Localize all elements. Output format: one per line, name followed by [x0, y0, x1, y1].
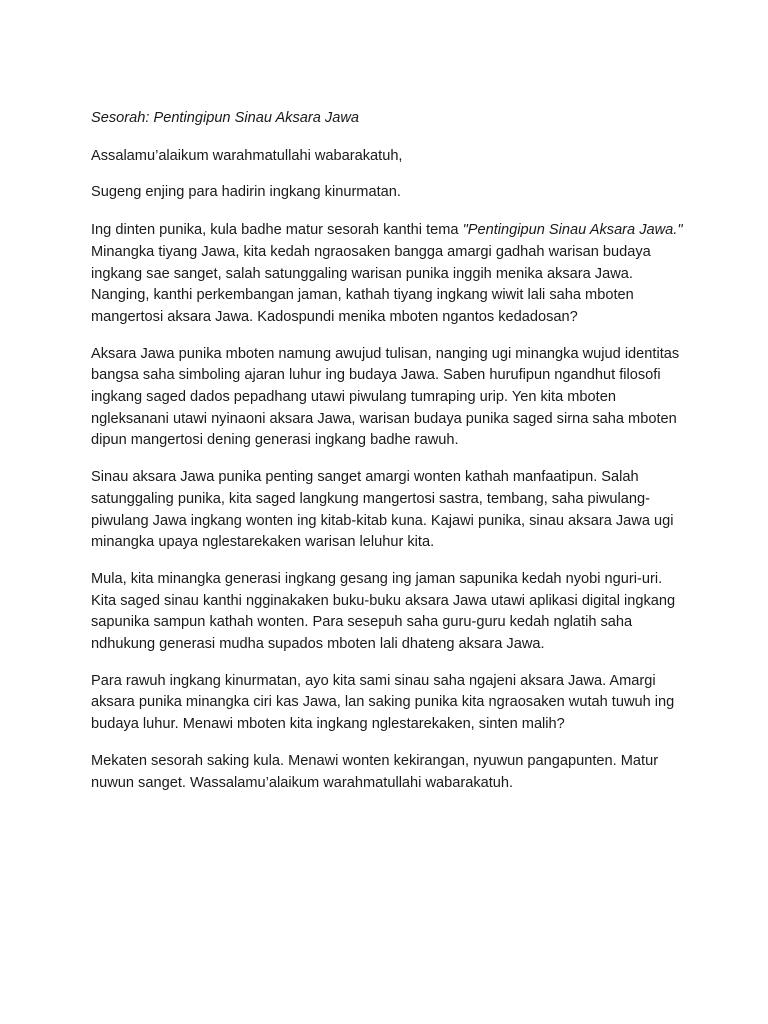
- preservation-paragraph: Mula, kita minangka generasi ingkang gesang ing jaman sapunika kedah nyobi nguri-uri. Kita saged sinau kanthi ngginakaken buku-buku aksara Jawa utawi aplikasi digital ingkang sapunika sampun kathah wonten. Para sesepuh saha guru-guru kedah nglatih saha ndhukung generasi mudha supados mboten lali dhateng aksara Jawa.: [91, 570, 676, 653]
- appeal-paragraph: Para rawuh ingkang kinurmatan, ayo kita sami sinau saha ngajeni aksara Jawa. Amargi aksara punika minangka ciri kas Jawa, lan saking punika kita ngraosaken wutah tuwuh ing budaya luhur. Menawi mboten kita ingkang nglestarekaken, sinten malih?: [91, 672, 675, 733]
- intro-body-text: Minangka tiyang Jawa, kita kedah ngraosaken bangga amargi gadhah warisan budaya ingkang sae sanget, salah satunggaling warisan punika inggih menika aksara Jawa. Nanging, kanthi perkembangan jaman, kathah tiyang ingkang wiwit lali saha mboten mangertosi aksara Jawa. Kadospundi menika mboten ngantos kedadosan?: [91, 243, 651, 325]
- greeting-paragraph: Assalamu’alaikum warahmatullahi wabarakatuh,: [91, 147, 403, 164]
- intro-lead-text: Ing dinten punika, kula badhe matur sesorah kanthi tema: [91, 222, 463, 239]
- closing-paragraph: Mekaten sesorah saking kula. Menawi wonten kekirangan, nyuwun pangapunten. Matur nuwun sanget. Wassalamu’alaikum warahmatullahi wabarakatuh.: [91, 752, 659, 791]
- intro-paragraph: [91, 220, 691, 329]
- speech-theme-text: "Pentingipun Sinau Aksara Jawa.": [462, 222, 683, 239]
- identity-paragraph: Aksara Jawa punika mboten namung awujud tulisan, nanging ugi minangka wujud identitas bangsa saha simboling ajaran luhur ing budaya Jawa. Saben hurufipun ngandhut filosofi ingkang saged dados pepadhang utawi piwulang tumraping urip. Yen kita mboten ngleksanani utawi nyinaoni aksara Jawa, warisan budaya punika saged sirna saha mboten dipun mangertosi dening generasi ingkang badhe rawuh.: [91, 345, 680, 449]
- benefits-paragraph: Sinau aksara Jawa punika penting sanget amargi wonten kathah manfaatipun. Salah satunggaling punika, kita saged langkung mangertosi sastra, tembang, saha piwulang-piwulang Jawa ingkang wonten ing kitab-kitab kuna. Kajawi punika, sinau aksara Jawa ugi minangka upaya nglestarekaken warisan leluhur kita.: [91, 469, 674, 551]
- document-title: Sesorah: Pentingipun Sinau Aksara Jawa: [91, 110, 359, 126]
- document-page: [91, 108, 691, 809]
- opening-paragraph: Sugeng enjing para hadirin ingkang kinurmatan.: [91, 184, 401, 201]
